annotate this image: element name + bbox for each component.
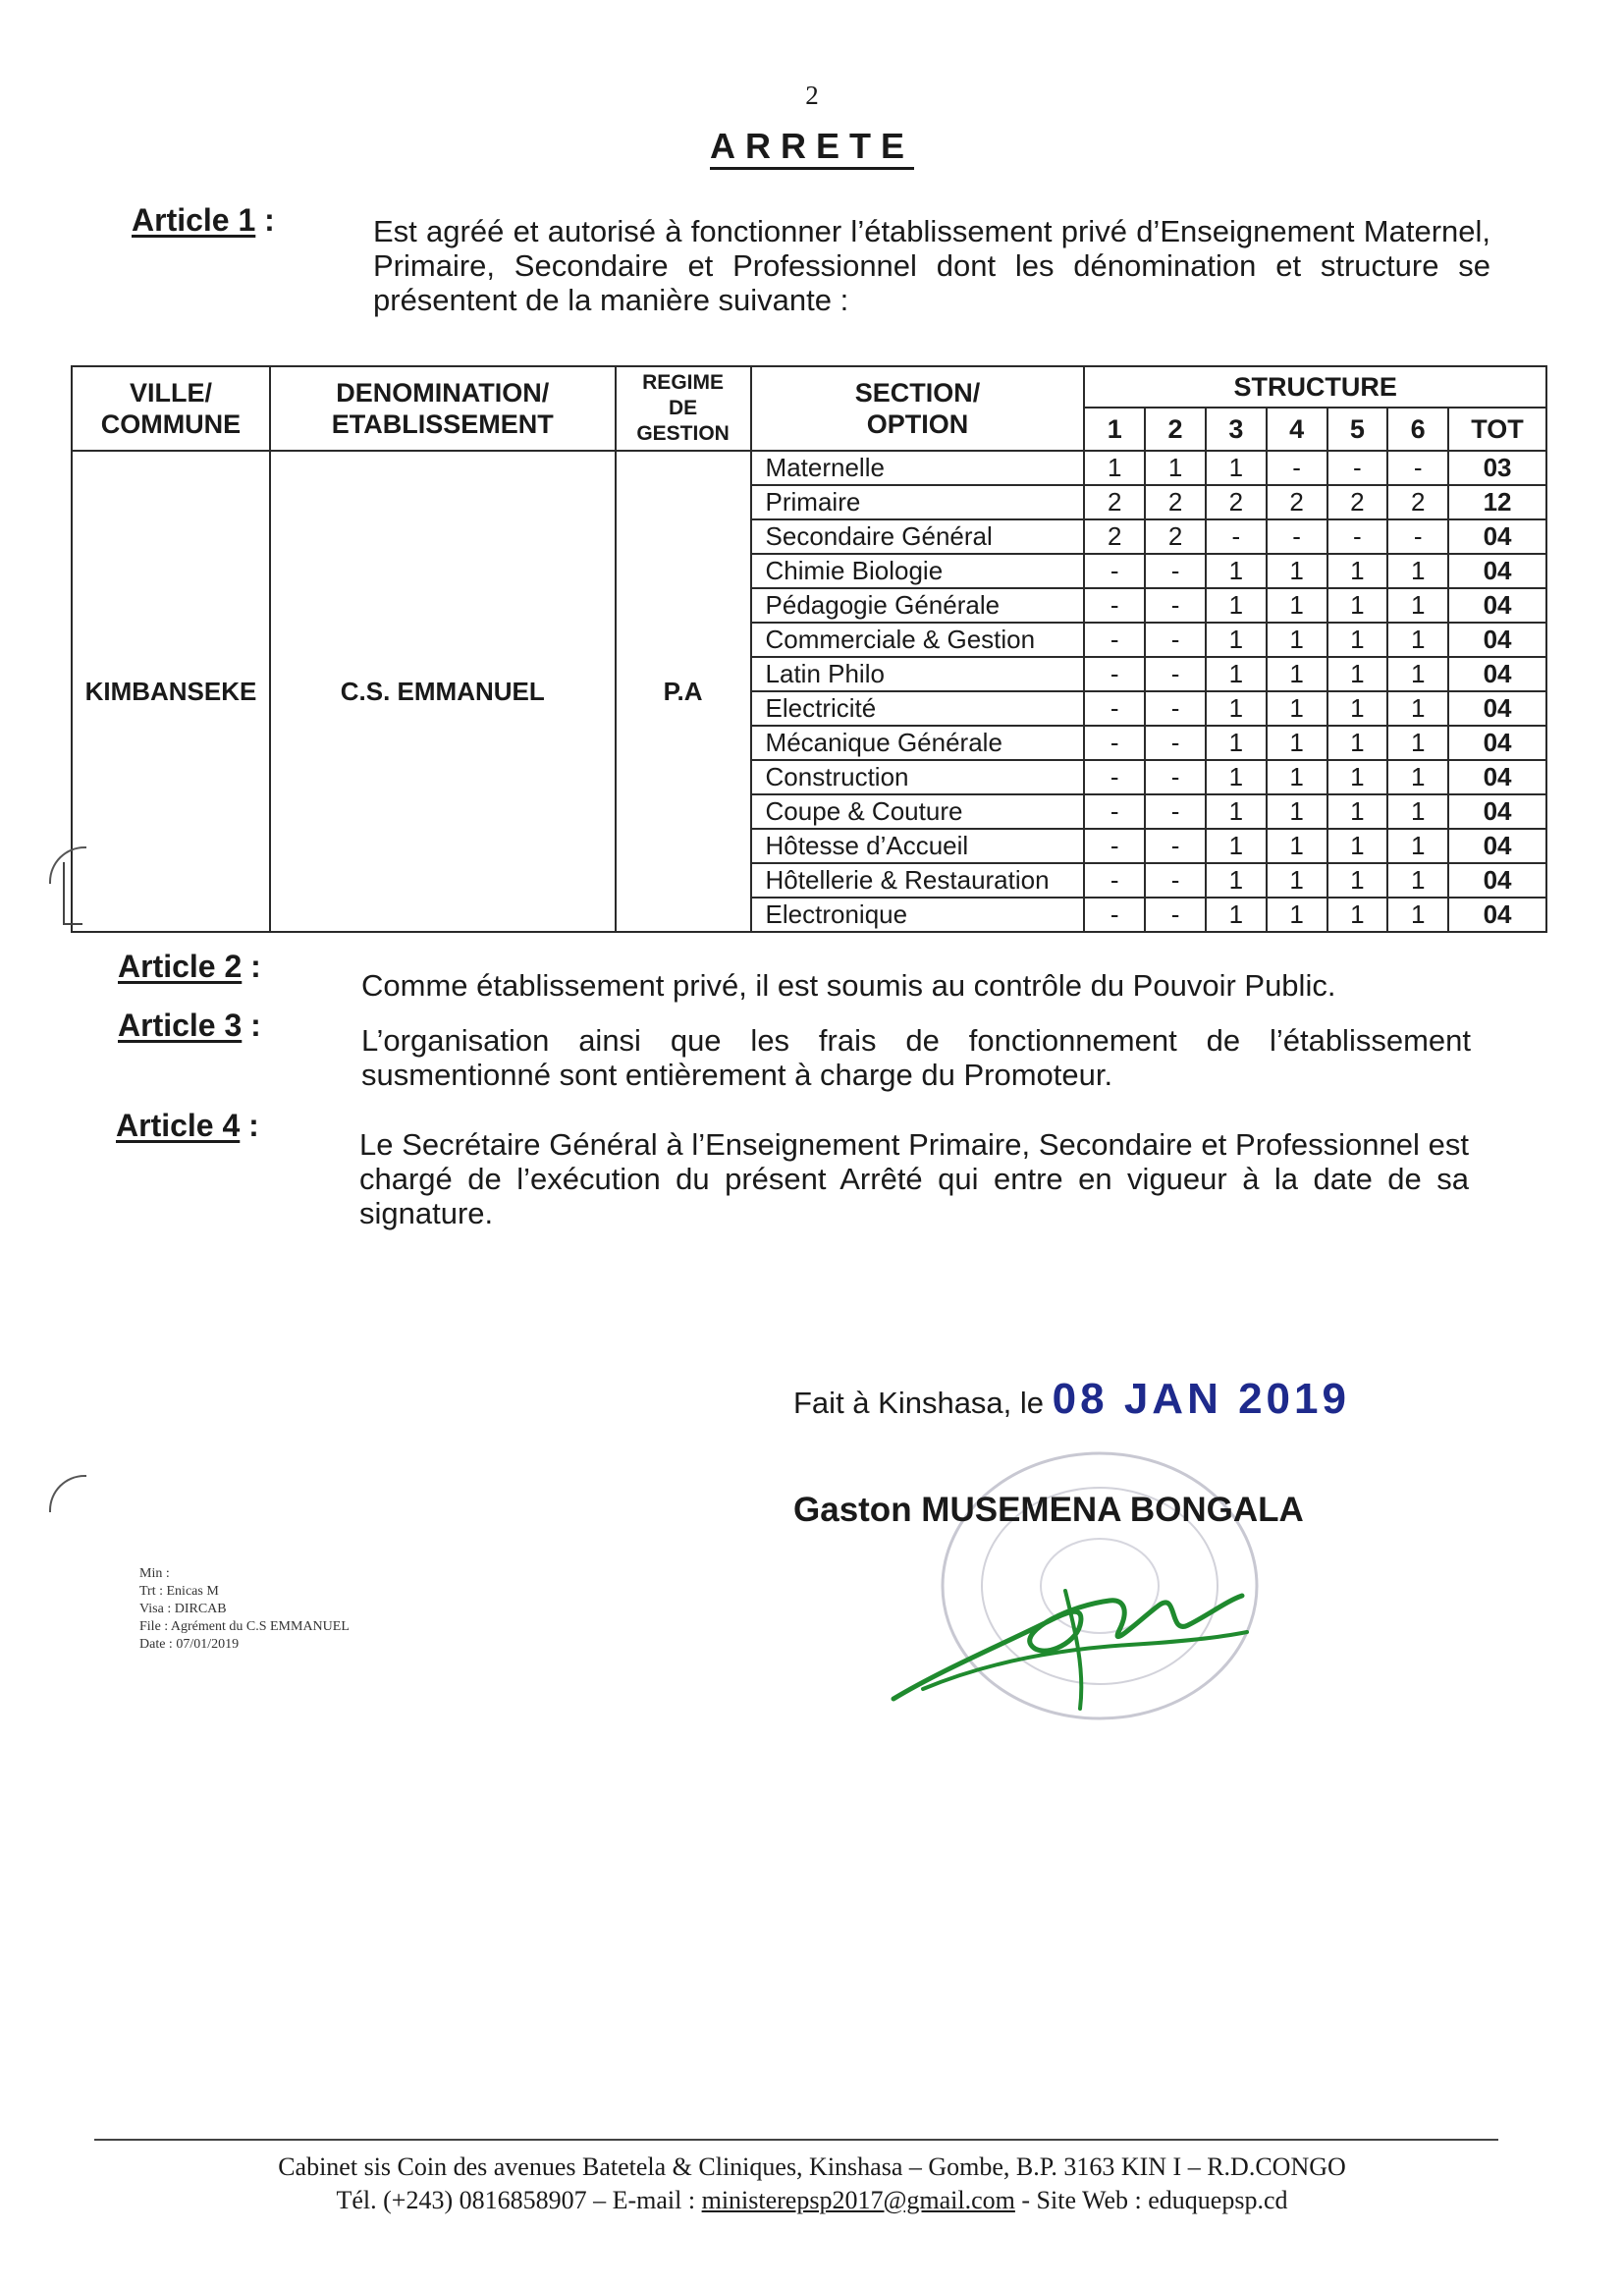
article-3-label: Article 3 : xyxy=(118,1008,261,1043)
total-cell: 04 xyxy=(1448,554,1546,588)
level-cell: 2 xyxy=(1145,485,1206,519)
level-cell: 2 xyxy=(1327,485,1388,519)
date-stamp: 08 JAN 2019 xyxy=(1052,1375,1350,1423)
level-cell: 1 xyxy=(1327,691,1388,726)
level-cell: 1 xyxy=(1267,794,1327,829)
level-cell: - xyxy=(1267,519,1327,554)
ville-cell: KIMBANSEKE xyxy=(72,451,270,932)
header-level: 6 xyxy=(1387,408,1448,451)
footer-divider xyxy=(94,2139,1498,2141)
level-cell: 1 xyxy=(1267,863,1327,898)
level-cell: 1 xyxy=(1327,623,1388,657)
level-cell: - xyxy=(1084,623,1145,657)
level-cell: 2 xyxy=(1387,485,1448,519)
option-cell: Electricité xyxy=(751,691,1085,726)
header-section: SECTION/ OPTION xyxy=(751,366,1085,451)
level-cell: 1 xyxy=(1387,863,1448,898)
level-cell: 1 xyxy=(1267,588,1327,623)
option-cell: Electronique xyxy=(751,898,1085,932)
footer-contact xyxy=(0,2186,1624,2215)
level-cell: 1 xyxy=(1387,760,1448,794)
header-ville: VILLE/ COMMUNE xyxy=(72,366,270,451)
level-cell: - xyxy=(1145,726,1206,760)
total-cell: 04 xyxy=(1448,898,1546,932)
level-cell: - xyxy=(1084,726,1145,760)
level-cell: - xyxy=(1206,519,1267,554)
level-cell: 1 xyxy=(1267,623,1327,657)
level-cell: 1 xyxy=(1327,588,1388,623)
page-number: 2 xyxy=(805,81,819,110)
option-cell: Secondaire Général xyxy=(751,519,1085,554)
reference-line: Date : 07/01/2019 xyxy=(139,1637,240,1652)
option-cell: Commerciale & Gestion xyxy=(751,623,1085,657)
level-cell: 1 xyxy=(1327,554,1388,588)
level-cell: 1 xyxy=(1387,623,1448,657)
level-cell: - xyxy=(1084,554,1145,588)
level-cell: 1 xyxy=(1327,898,1388,932)
header-denomination: DENOMINATION/ ETABLISSEMENT xyxy=(270,366,616,451)
header-level: 3 xyxy=(1206,408,1267,451)
level-cell: - xyxy=(1145,829,1206,863)
table-row xyxy=(72,451,1546,485)
header-total: TOT xyxy=(1448,408,1546,451)
place-prefix: Fait à Kinshasa, le xyxy=(793,1386,1045,1420)
level-cell: 2 xyxy=(1206,485,1267,519)
header-level: 2 xyxy=(1145,408,1206,451)
level-cell: 1 xyxy=(1267,760,1327,794)
level-cell: - xyxy=(1084,657,1145,691)
level-cell: 1 xyxy=(1327,863,1388,898)
total-cell: 04 xyxy=(1448,691,1546,726)
structure-table-body xyxy=(72,451,1546,932)
level-cell: 1 xyxy=(1267,829,1327,863)
level-cell: - xyxy=(1084,588,1145,623)
level-cell: 1 xyxy=(1267,898,1327,932)
level-cell: - xyxy=(1084,691,1145,726)
signature-icon xyxy=(884,1552,1257,1728)
level-cell: 1 xyxy=(1206,898,1267,932)
signer-name: Gaston MUSEMENA BONGALA xyxy=(793,1491,1304,1529)
footer-address: Cabinet sis Coin des avenues Batetela & Cliniques, Kinshasa – Gombe, B.P. 3163 KIN I – R.D.CONGO xyxy=(278,2152,1346,2181)
level-cell: 1 xyxy=(1206,554,1267,588)
level-cell: 1 xyxy=(1387,554,1448,588)
margin-line xyxy=(63,862,65,923)
level-cell: - xyxy=(1084,794,1145,829)
total-cell: 03 xyxy=(1448,451,1546,485)
level-cell: 1 xyxy=(1327,726,1388,760)
level-cell: - xyxy=(1145,657,1206,691)
total-cell: 04 xyxy=(1448,863,1546,898)
level-cell: 1 xyxy=(1206,863,1267,898)
footer-phone: Tél. (+243) 0816858907 – E-mail : xyxy=(336,2186,702,2214)
header-regime: REGIME DE GESTION xyxy=(616,366,751,451)
article-1-label: Article 1 : xyxy=(132,202,275,238)
margin-line xyxy=(63,923,82,925)
option-cell: Maternelle xyxy=(751,451,1085,485)
footer-email-link[interactable]: ministerepsp2017@gmail.com xyxy=(701,2186,1015,2214)
reference-line: File : Agrément du C.S EMMANUEL xyxy=(139,1619,350,1634)
level-cell: 1 xyxy=(1267,691,1327,726)
article-1-text: Est agréé et autorisé à fonctionner l’établissement privé d’Enseignement Maternel, Primaire, Secondaire et Professionnel dont les dénomination et structure se présentent de la manière suivante : xyxy=(373,214,1490,317)
level-cell: 1 xyxy=(1206,623,1267,657)
level-cell: - xyxy=(1327,519,1388,554)
level-cell: - xyxy=(1084,898,1145,932)
total-cell: 04 xyxy=(1448,657,1546,691)
reference-line: Trt : Enicas M xyxy=(139,1584,219,1599)
total-cell: 12 xyxy=(1448,485,1546,519)
level-cell: - xyxy=(1145,760,1206,794)
option-cell: Pédagogie Générale xyxy=(751,588,1085,623)
level-cell: - xyxy=(1145,588,1206,623)
level-cell: - xyxy=(1145,863,1206,898)
level-cell: - xyxy=(1145,898,1206,932)
level-cell: 1 xyxy=(1206,451,1267,485)
level-cell: 1 xyxy=(1206,588,1267,623)
option-cell: Latin Philo xyxy=(751,657,1085,691)
level-cell: 1 xyxy=(1387,657,1448,691)
header-level: 1 xyxy=(1084,408,1145,451)
header-level: 4 xyxy=(1267,408,1327,451)
level-cell: 1 xyxy=(1145,451,1206,485)
punch-mark-icon xyxy=(49,1475,86,1512)
level-cell: 1 xyxy=(1206,829,1267,863)
level-cell: 2 xyxy=(1267,485,1327,519)
header-level: 5 xyxy=(1327,408,1388,451)
footer-website: - Site Web : eduquepsp.cd xyxy=(1014,2186,1288,2214)
option-cell: Primaire xyxy=(751,485,1085,519)
total-cell: 04 xyxy=(1448,794,1546,829)
level-cell: 1 xyxy=(1084,451,1145,485)
total-cell: 04 xyxy=(1448,760,1546,794)
punch-mark-icon xyxy=(49,846,86,884)
level-cell: 1 xyxy=(1267,726,1327,760)
level-cell: 1 xyxy=(1206,691,1267,726)
level-cell: 1 xyxy=(1206,726,1267,760)
level-cell: 1 xyxy=(1387,726,1448,760)
level-cell: - xyxy=(1145,691,1206,726)
regime-cell: P.A xyxy=(616,451,751,932)
level-cell: 1 xyxy=(1327,657,1388,691)
level-cell: 1 xyxy=(1327,760,1388,794)
level-cell: 1 xyxy=(1327,829,1388,863)
level-cell: - xyxy=(1145,554,1206,588)
reference-line: Min : xyxy=(139,1566,170,1581)
level-cell: 1 xyxy=(1206,760,1267,794)
reference-line: Visa : DIRCAB xyxy=(139,1602,227,1616)
denomination-cell: C.S. EMMANUEL xyxy=(270,451,616,932)
level-cell: - xyxy=(1145,623,1206,657)
article-2-text: Comme établissement privé, il est soumis au contrôle du Pouvoir Public. xyxy=(361,968,1336,1003)
level-cell: 2 xyxy=(1084,485,1145,519)
level-cell: - xyxy=(1084,829,1145,863)
article-4-text: Le Secrétaire Général à l’Enseignement Primaire, Secondaire et Professionnel est chargé de l’exécution du présent Arrêté qui entre en vigueur à la date de sa signature. xyxy=(359,1127,1469,1230)
level-cell: - xyxy=(1387,519,1448,554)
total-cell: 04 xyxy=(1448,726,1546,760)
level-cell: - xyxy=(1387,451,1448,485)
level-cell: 1 xyxy=(1387,829,1448,863)
level-cell: 2 xyxy=(1145,519,1206,554)
level-cell: 1 xyxy=(1206,657,1267,691)
place-and-date xyxy=(793,1375,1350,1424)
total-cell: 04 xyxy=(1448,623,1546,657)
total-cell: 04 xyxy=(1448,588,1546,623)
reference-block xyxy=(139,1565,350,1654)
option-cell: Coupe & Couture xyxy=(751,794,1085,829)
level-cell: - xyxy=(1327,451,1388,485)
option-cell: Hôtesse d’Accueil xyxy=(751,829,1085,863)
level-cell: 1 xyxy=(1387,588,1448,623)
option-cell: Chimie Biologie xyxy=(751,554,1085,588)
level-cell: - xyxy=(1267,451,1327,485)
document-title: ARRETE xyxy=(0,126,1624,167)
article-2-label: Article 2 : xyxy=(118,949,261,984)
header-structure: STRUCTURE xyxy=(1084,366,1546,408)
structure-table xyxy=(71,365,1547,933)
article-3-text: L’organisation ainsi que les frais de fonctionnement de l’établissement susmentionné sont entièrement à charge du Promoteur. xyxy=(361,1023,1471,1092)
level-cell: 1 xyxy=(1206,794,1267,829)
total-cell: 04 xyxy=(1448,519,1546,554)
option-cell: Construction xyxy=(751,760,1085,794)
level-cell: 1 xyxy=(1387,898,1448,932)
total-cell: 04 xyxy=(1448,829,1546,863)
level-cell: - xyxy=(1084,863,1145,898)
level-cell: 1 xyxy=(1267,657,1327,691)
option-cell: Mécanique Générale xyxy=(751,726,1085,760)
article-4-label: Article 4 : xyxy=(116,1108,259,1143)
option-cell: Hôtellerie & Restauration xyxy=(751,863,1085,898)
level-cell: 1 xyxy=(1387,794,1448,829)
level-cell: 2 xyxy=(1084,519,1145,554)
level-cell: - xyxy=(1145,794,1206,829)
level-cell: 1 xyxy=(1267,554,1327,588)
level-cell: 1 xyxy=(1387,691,1448,726)
level-cell: - xyxy=(1084,760,1145,794)
level-cell: 1 xyxy=(1327,794,1388,829)
